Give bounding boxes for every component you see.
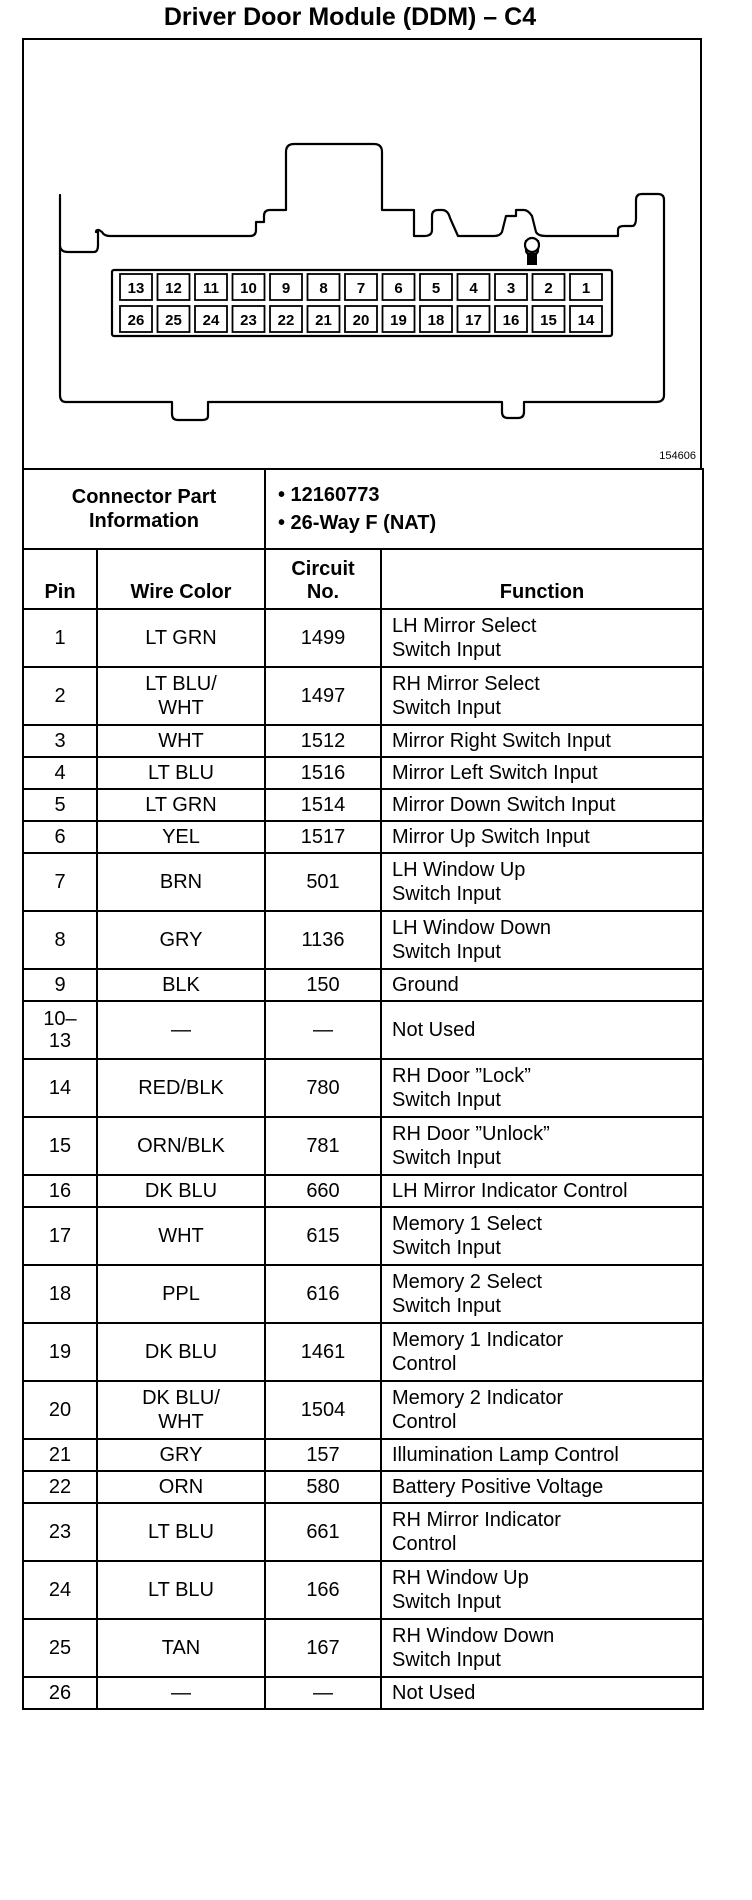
circuit-number: 1499 — [265, 609, 381, 667]
pin-cavity-label-7: 7 — [356, 280, 366, 297]
pin-function-line: Switch Input — [392, 1089, 501, 1111]
pin-function-line: RH Door ”Lock” — [392, 1065, 531, 1087]
table-row — [23, 1175, 703, 1207]
wire-color — [97, 1265, 265, 1323]
wire-color — [97, 725, 265, 757]
circuit-number: 616 — [265, 1265, 381, 1323]
connector-info-label — [23, 469, 265, 549]
pin-function-line: Memory 2 Select — [392, 1271, 543, 1293]
pin-cavity-label-10: 10 — [240, 280, 257, 297]
wire-color — [97, 1175, 265, 1207]
connector-type: • 26-Way F (NAT) — [278, 512, 437, 534]
wire-color-line: LT GRN — [145, 794, 217, 816]
wire-color — [97, 1207, 265, 1265]
header-function: Function — [381, 549, 703, 609]
wire-color — [97, 969, 265, 1001]
wire-color — [97, 609, 265, 667]
pin-number: 21 — [23, 1439, 97, 1471]
wire-color — [97, 1117, 265, 1175]
pin-function — [381, 1265, 703, 1323]
pin-cavity-label-5: 5 — [431, 280, 441, 297]
circuit-number: 1497 — [265, 667, 381, 725]
table-row — [23, 789, 703, 821]
pin-function-line: LH Window Down — [392, 917, 551, 939]
pin-function-line: RH Mirror Indicator — [392, 1509, 561, 1531]
pin-function — [381, 969, 703, 1001]
pin-function-line: Ground — [392, 974, 459, 996]
pin-cavity-label-11: 11 — [203, 280, 219, 297]
pin-function — [381, 1503, 703, 1561]
circuit-number: 150 — [265, 969, 381, 1001]
circuit-number: — — [265, 1001, 381, 1059]
circuit-number: 167 — [265, 1619, 381, 1677]
wire-color-line: WHT — [158, 730, 204, 752]
pin-number: 25 — [23, 1619, 97, 1677]
pin-cavity-label-23: 23 — [240, 312, 257, 329]
pin-cavity-label-22: 22 — [277, 312, 295, 329]
table-row — [23, 1059, 703, 1117]
pin-function-line: Switch Input — [392, 1649, 501, 1671]
wire-color — [97, 1503, 265, 1561]
pin-function-line: Switch Input — [392, 1591, 501, 1613]
wire-color — [97, 1059, 265, 1117]
wire-color-line: DK BLU — [144, 1180, 218, 1202]
pin-number: 9 — [23, 969, 97, 1001]
circuit-number: 1514 — [265, 789, 381, 821]
circuit-number: 661 — [265, 1503, 381, 1561]
pin-cavity-label-26: 26 — [127, 312, 145, 329]
wire-color — [97, 1561, 265, 1619]
table-row — [23, 725, 703, 757]
pin-function — [381, 725, 703, 757]
circuit-number: 1504 — [265, 1381, 381, 1439]
circuit-number: 166 — [265, 1561, 381, 1619]
pin-function-line: Memory 2 Indicator — [392, 1387, 564, 1409]
pin-function — [381, 1175, 703, 1207]
pin-function-line: Illumination Lamp Control — [392, 1444, 619, 1466]
header-circuit-line2: No. — [306, 581, 340, 603]
pin-number: 6 — [23, 821, 97, 853]
circuit-number: 660 — [265, 1175, 381, 1207]
wire-color — [97, 1439, 265, 1471]
table-row — [23, 1439, 703, 1471]
pin-function-line: RH Window Up — [392, 1567, 529, 1589]
pin-cavity-label-16: 16 — [502, 312, 520, 329]
pin-function — [381, 911, 703, 969]
pin-cavity-label-25: 25 — [165, 312, 182, 329]
connector-diagram — [22, 38, 702, 468]
pin-cavity-label-13: 13 — [127, 280, 145, 297]
wire-color — [97, 821, 265, 853]
wire-color — [97, 1323, 265, 1381]
circuit-number: 1136 — [265, 911, 381, 969]
pin-number: 5 — [23, 789, 97, 821]
pin-cavity-label-19: 19 — [390, 312, 407, 329]
wire-color-line: DK BLU/ — [142, 1387, 220, 1409]
pin-cavity-label-1: 1 — [581, 280, 591, 297]
wire-color — [97, 789, 265, 821]
table-row — [23, 821, 703, 853]
connector-info-table — [22, 468, 704, 550]
circuit-number: 1517 — [265, 821, 381, 853]
pin-function-line: Mirror Up Switch Input — [392, 826, 590, 848]
circuit-number: 615 — [265, 1207, 381, 1265]
header-circuit — [265, 549, 381, 609]
pin-cavity-label-14: 14 — [577, 312, 595, 329]
pin-number: 8 — [23, 911, 97, 969]
pin-function-line: Switch Input — [392, 697, 501, 719]
pin-function-line: Mirror Right Switch Input — [392, 730, 611, 752]
pin-number: 1 — [23, 609, 97, 667]
pin-function-line: RH Door ”Unlock” — [392, 1123, 550, 1145]
pin-cavity-label-20: 20 — [352, 312, 370, 329]
circuit-number: — — [265, 1677, 381, 1709]
header-circuit-line1: Circuit — [291, 558, 355, 580]
circuit-number: 1461 — [265, 1323, 381, 1381]
table-row — [23, 1619, 703, 1677]
pin-function — [381, 1439, 703, 1471]
wire-color-line: ORN/BLK — [137, 1135, 225, 1157]
table-row — [23, 1503, 703, 1561]
connector-info-label-line1: Connector Part — [71, 486, 217, 508]
pin-function-line: Control — [392, 1533, 457, 1555]
pin-function-line: Memory 1 Indicator — [392, 1329, 564, 1351]
wire-color-line: RED/BLK — [138, 1077, 224, 1099]
pin-cavity-label-18: 18 — [427, 312, 445, 329]
pin-number: 3 — [23, 725, 97, 757]
pin-number: 26 — [23, 1677, 97, 1709]
wire-color-line: YEL — [162, 826, 200, 848]
pin-function-line: Battery Positive Voltage — [392, 1476, 604, 1498]
pin-function-line: Not Used — [392, 1019, 476, 1041]
wire-color-line: GRY — [159, 1444, 203, 1466]
pin-number: 4 — [23, 757, 97, 789]
pin-cavity-label-6: 6 — [394, 280, 403, 297]
pin-function — [381, 1323, 703, 1381]
page-title: Driver Door Module (DDM) – C4 — [163, 3, 537, 31]
wire-color-line: LT BLU — [148, 1521, 214, 1543]
pin-cavity-label-4: 4 — [469, 280, 478, 297]
pin-function-line: LH Mirror Indicator Control — [392, 1180, 628, 1202]
pin-function-line: LH Window Up — [392, 859, 526, 881]
wire-color-line: DK BLU — [144, 1341, 218, 1363]
wire-color — [97, 1381, 265, 1439]
table-row — [23, 1265, 703, 1323]
pin-cavity-label-12: 12 — [165, 280, 182, 297]
pin-number: 17 — [23, 1207, 97, 1265]
pin-cavity-label-24: 24 — [202, 312, 220, 329]
pin-function-line: Switch Input — [392, 941, 501, 963]
wire-color-line: PPL — [162, 1283, 200, 1305]
diagram-part-number: 154606 — [659, 450, 696, 462]
pin-function — [381, 757, 703, 789]
connector-info-label-line2: Information — [89, 510, 199, 532]
pin-function — [381, 1117, 703, 1175]
pin-number: 22 — [23, 1471, 97, 1503]
connector-part-number: • 12160773 — [278, 484, 380, 506]
wire-color-line: LT BLU — [148, 1579, 214, 1601]
circuit-number: 501 — [265, 853, 381, 911]
wire-color-line: WHT — [158, 1225, 204, 1247]
wire-color-line: WHT — [158, 1411, 204, 1433]
wire-color-line: GRY — [159, 929, 203, 951]
table-row — [23, 1381, 703, 1439]
circuit-number: 780 — [265, 1059, 381, 1117]
table-row — [23, 911, 703, 969]
pin-function-line: Switch Input — [392, 1147, 501, 1169]
table-row — [23, 1207, 703, 1265]
pin-function — [381, 789, 703, 821]
pin-number: 2 — [23, 667, 97, 725]
pin-cavity-label-3: 3 — [506, 280, 516, 297]
pin-function — [381, 1207, 703, 1265]
pin-function — [381, 1471, 703, 1503]
pin-function — [381, 609, 703, 667]
pin-function-line: RH Window Down — [392, 1625, 555, 1647]
pin-cavity-label-21: 21 — [315, 312, 332, 329]
pin-cavity-label-9: 9 — [281, 280, 291, 297]
table-row — [23, 757, 703, 789]
pin-function-line: Control — [392, 1353, 457, 1375]
wire-color-line: LT BLU/ — [145, 673, 217, 695]
pin-function-line: Mirror Left Switch Input — [392, 762, 598, 784]
pin-number: 10– 13 — [23, 1001, 97, 1059]
table-row — [23, 1001, 703, 1059]
wire-color — [97, 667, 265, 725]
pin-function — [381, 821, 703, 853]
wire-color-line: LT BLU — [148, 762, 214, 784]
connector-info-values — [265, 469, 703, 549]
pin-number: 18 — [23, 1265, 97, 1323]
wire-color — [97, 1619, 265, 1677]
wire-color-line: — — [171, 1682, 191, 1704]
pin-function — [381, 853, 703, 911]
pin-function-line: Switch Input — [392, 1237, 501, 1259]
pin-number: 20 — [23, 1381, 97, 1439]
pin-function-line: Switch Input — [392, 639, 501, 661]
header-wire-color: Wire Color — [97, 549, 265, 609]
pin-number: 14 — [23, 1059, 97, 1117]
circuit-number: 781 — [265, 1117, 381, 1175]
wire-color — [97, 853, 265, 911]
pin-function-line: Switch Input — [392, 883, 501, 905]
wire-color — [97, 1001, 265, 1059]
circuit-number: 157 — [265, 1439, 381, 1471]
wire-color-line: TAN — [161, 1637, 201, 1659]
pin-cavity-label-8: 8 — [319, 280, 328, 297]
wire-color — [97, 757, 265, 789]
wire-color-line: — — [171, 1019, 191, 1041]
wire-color-line: ORN — [158, 1476, 204, 1498]
wire-color-line: BLK — [162, 974, 200, 996]
table-row — [23, 1561, 703, 1619]
wire-color — [97, 911, 265, 969]
pin-function — [381, 1001, 703, 1059]
wire-color — [97, 1677, 265, 1709]
pin-function-line: Control — [392, 1411, 457, 1433]
pin-cavity-label-2: 2 — [544, 280, 553, 297]
connector-outline — [24, 40, 700, 470]
pin-function — [381, 1677, 703, 1709]
pin-number: 15 — [23, 1117, 97, 1175]
table-row — [23, 1323, 703, 1381]
table-row — [23, 1677, 703, 1709]
table-row — [23, 853, 703, 911]
wire-color — [97, 1471, 265, 1503]
circuit-number: 580 — [265, 1471, 381, 1503]
pin-function-line: Switch Input — [392, 1295, 501, 1317]
pin-number: 24 — [23, 1561, 97, 1619]
pin-function — [381, 667, 703, 725]
pin-function-line: RH Mirror Select — [392, 673, 540, 695]
pin-number: 7 — [23, 853, 97, 911]
pin-function-line: Not Used — [392, 1682, 476, 1704]
pin-table — [22, 548, 704, 1710]
pin-number: 19 — [23, 1323, 97, 1381]
pin-cavity-label-17: 17 — [465, 312, 482, 329]
pin-function-line: LH Mirror Select — [392, 615, 537, 637]
circuit-number: 1512 — [265, 725, 381, 757]
header-pin: Pin — [23, 549, 97, 609]
pin-number: 23 — [23, 1503, 97, 1561]
wire-color-line: BRN — [159, 871, 203, 893]
table-row — [23, 609, 703, 667]
circuit-number: 1516 — [265, 757, 381, 789]
pin-cavity-label-15: 15 — [540, 312, 557, 329]
pin-function-line: Memory 1 Select — [392, 1213, 543, 1235]
table-row — [23, 1117, 703, 1175]
pin-function — [381, 1059, 703, 1117]
pin-number: 16 — [23, 1175, 97, 1207]
pin-function — [381, 1619, 703, 1677]
table-row — [23, 969, 703, 1001]
pin-function-line: Mirror Down Switch Input — [392, 794, 616, 816]
pin-function — [381, 1381, 703, 1439]
wire-color-line: LT GRN — [145, 627, 217, 649]
table-row — [23, 1471, 703, 1503]
table-row — [23, 667, 703, 725]
pin-function — [381, 1561, 703, 1619]
wire-color-line: WHT — [158, 697, 204, 719]
